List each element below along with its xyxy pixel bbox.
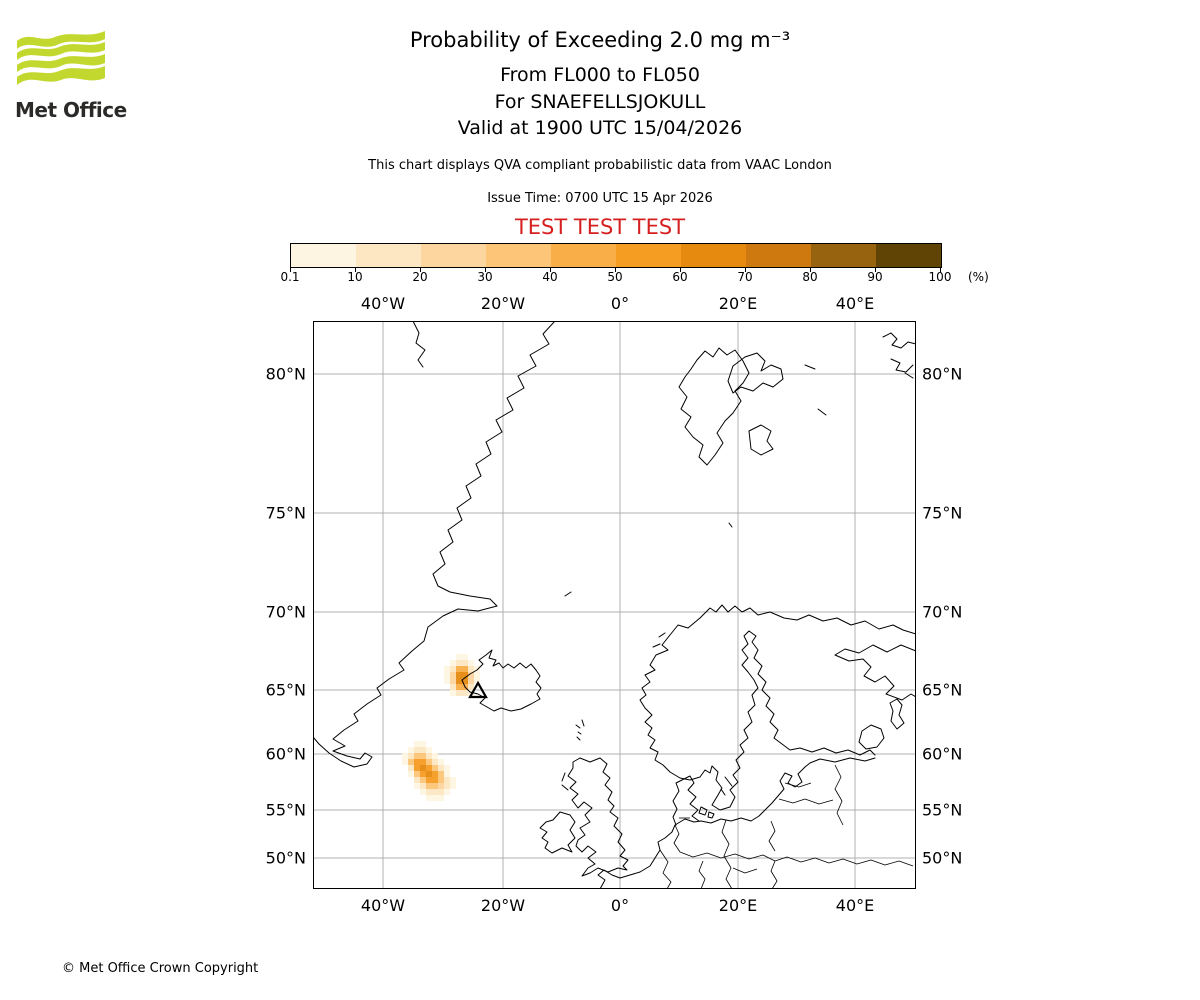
colorbar-unit-label: (%) — [968, 270, 989, 284]
colorbar-segment-10-20 — [356, 244, 421, 267]
qva-disclaimer: This chart displays QVA compliant probabilistic data from VAAC London — [368, 158, 832, 173]
ash-probability-cell — [408, 747, 414, 753]
issue-time: Issue Time: 0700 UTC 15 Apr 2026 — [487, 191, 713, 206]
colorbar-segment-50-60 — [616, 244, 681, 267]
ash-probability-cell — [444, 666, 450, 672]
lon-bottom-tick-label: 40°W — [360, 896, 406, 915]
flight-level-subtitle: From FL000 to FL050 — [500, 64, 700, 86]
coastline — [729, 523, 732, 527]
ash-probability-cell — [456, 684, 462, 690]
coastline — [805, 758, 875, 767]
colorbar-segment-0.1-10 — [291, 244, 356, 267]
ash-probability-cell — [420, 777, 426, 783]
lon-top-tick-label: 40°W — [360, 294, 406, 313]
ash-probability-cell — [402, 753, 408, 759]
colorbar-tick-label: 0.1 — [280, 270, 300, 284]
valid-time-subtitle: Valid at 1900 UTC 15/04/2026 — [457, 117, 743, 139]
ash-probability-cell — [432, 771, 438, 777]
coastline — [721, 789, 725, 795]
colorbar-segment-90-100 — [876, 244, 941, 267]
ash-probability-cell — [432, 759, 438, 765]
coastline — [797, 615, 916, 634]
coastline — [751, 767, 805, 821]
coastline — [562, 785, 568, 790]
volcano-subtitle: For SNAEFELLSJOKULL — [494, 91, 706, 113]
coastline — [653, 644, 660, 647]
ash-probability-cell — [444, 777, 450, 783]
ash-probability-cell — [438, 789, 444, 795]
ash-probability-cell — [444, 783, 450, 789]
lon-bottom-tick-label: 20°W — [480, 896, 526, 915]
lon-top-tick-label: 20°E — [718, 294, 758, 313]
colorbar-tick-label: 60 — [672, 270, 688, 284]
ash-probability-cell — [444, 672, 450, 678]
colorbar-segment-40-50 — [551, 244, 616, 267]
ash-probability-cell — [420, 771, 426, 777]
colorbar-tick-label: 90 — [867, 270, 883, 284]
colorbar-segment-60-70 — [681, 244, 746, 267]
ash-probability-cell — [450, 783, 456, 789]
ash-probability-cell — [468, 666, 474, 672]
lat-left-tick-label: 80°N — [265, 364, 306, 384]
ash-probability-cell — [432, 783, 438, 789]
ash-probability-cell — [426, 783, 432, 789]
coastline — [640, 618, 875, 810]
ash-probability-cell — [420, 741, 426, 747]
coastline — [659, 633, 665, 637]
probability-colorbar — [290, 243, 942, 268]
ash-probability-cell — [414, 783, 420, 789]
colorbar-tick-label: 70 — [737, 270, 753, 284]
colorbar-segment-30-40 — [486, 244, 551, 267]
met-office-wordmark: Met Office — [15, 98, 127, 122]
ash-probability-cell — [444, 678, 450, 684]
colorbar-tick-label: 100 — [928, 270, 952, 284]
ash-probability-cell — [414, 777, 420, 783]
lon-bottom-tick-label: 20°E — [718, 896, 758, 915]
ash-probability-cell — [474, 672, 480, 678]
ash-probability-cell — [450, 666, 456, 672]
map-area — [313, 321, 916, 889]
chart-title: Probability of Exceeding 2.0 mg m⁻³ — [409, 28, 791, 52]
ash-probability-cell — [420, 759, 426, 765]
ash-probability-cell — [420, 783, 426, 789]
coastline — [891, 359, 913, 372]
ash-probability-cell — [408, 753, 414, 759]
lat-right-tick-label: 60°N — [922, 744, 963, 764]
coastline — [562, 773, 565, 781]
ash-probability-cell — [444, 771, 450, 777]
lon-top-tick-label: 0° — [610, 294, 630, 313]
ash-probability-cell — [438, 783, 444, 789]
ash-probability-cell — [450, 684, 456, 690]
lat-right-tick-label: 55°N — [922, 800, 963, 820]
ash-probability-cell — [414, 765, 420, 771]
ash-probability-cell — [456, 690, 462, 696]
coastline — [890, 699, 904, 729]
ash-probability-cell — [468, 678, 474, 684]
colorbar-tick-label: 50 — [607, 270, 623, 284]
ash-probability-cell — [426, 777, 432, 783]
ash-probability-cell — [420, 765, 426, 771]
ash-probability-cell — [408, 765, 414, 771]
country-border — [722, 820, 732, 889]
coastline — [859, 725, 884, 749]
lat-left-tick-label: 60°N — [265, 744, 306, 764]
ash-probability-cell — [438, 777, 444, 783]
country-border — [769, 821, 775, 851]
test-banner: TEST TEST TEST — [514, 215, 686, 239]
ash-probability-cell — [432, 765, 438, 771]
ash-probability-cell — [462, 690, 468, 696]
country-border — [771, 861, 777, 889]
coastline — [749, 425, 773, 455]
coastline — [576, 725, 581, 734]
colorbar-tick-label: 10 — [347, 270, 363, 284]
coastline — [582, 720, 584, 726]
lat-left-tick-label: 70°N — [265, 602, 306, 622]
lat-right-tick-label: 50°N — [922, 848, 963, 868]
lon-bottom-tick-label: 0° — [610, 896, 630, 915]
country-border — [733, 868, 757, 873]
ash-probability-cell — [468, 684, 474, 690]
ash-probability-cell — [426, 789, 432, 795]
map-canvas — [313, 321, 916, 889]
colorbar-tick-label: 30 — [477, 270, 493, 284]
colorbar-segment-80-90 — [811, 244, 876, 267]
ash-probability-cell — [462, 666, 468, 672]
ash-probability-cell — [432, 753, 438, 759]
ash-probability-cell — [426, 747, 432, 753]
lon-top-tick-label: 20°W — [480, 294, 526, 313]
map-border — [314, 322, 916, 889]
coastline — [540, 812, 575, 853]
coastline — [413, 321, 425, 367]
lon-bottom-tick-label: 40°E — [835, 896, 875, 915]
ash-probability-cell — [450, 777, 456, 783]
ash-probability-cell — [438, 771, 444, 777]
country-border — [674, 825, 680, 852]
ash-probability-cell — [450, 690, 456, 696]
ash-probability-cell — [426, 795, 432, 801]
country-border — [805, 799, 833, 804]
ash-probability-cell — [438, 759, 444, 765]
ash-probability-cell — [408, 759, 414, 765]
coastline — [313, 321, 555, 767]
ash-probability-cell — [414, 771, 420, 777]
ash-probability-cell — [432, 789, 438, 795]
lat-left-tick-label: 75°N — [265, 503, 306, 523]
ash-probability-cell — [444, 789, 450, 795]
ash-probability-cell — [456, 672, 462, 678]
coastline — [708, 812, 714, 818]
ash-probability-cell — [420, 747, 426, 753]
ash-probability-cell — [414, 759, 420, 765]
ash-probability-cell — [456, 678, 462, 684]
country-border — [779, 799, 805, 803]
ash-probability-cell — [414, 753, 420, 759]
country-border — [699, 861, 705, 889]
ash-probability-cell — [450, 672, 456, 678]
country-border — [835, 765, 843, 825]
ash-probability-cell — [420, 753, 426, 759]
lat-left-tick-label: 65°N — [265, 680, 306, 700]
ash-probability-cell — [462, 672, 468, 678]
ash-probability-cell — [426, 771, 432, 777]
ash-probability-cell — [456, 660, 462, 666]
ash-probability-cell — [450, 678, 456, 684]
coastline — [577, 737, 580, 740]
ash-probability-cell — [414, 747, 420, 753]
coastline — [835, 645, 916, 700]
ash-probability-cell — [432, 777, 438, 783]
lat-left-tick-label: 50°N — [265, 848, 306, 868]
colorbar-tick-label: 80 — [802, 270, 818, 284]
lat-right-tick-label: 65°N — [922, 680, 963, 700]
coastline — [818, 409, 826, 415]
ash-probability-cell — [462, 660, 468, 666]
coastline — [725, 777, 732, 786]
ash-probability-cell — [426, 765, 432, 771]
coastline — [699, 807, 707, 815]
ash-probability-cell — [456, 666, 462, 672]
colorbar-segment-70-80 — [746, 244, 811, 267]
colorbar-tick-label: 40 — [542, 270, 558, 284]
ash-probability-cell — [462, 654, 468, 660]
lat-right-tick-label: 75°N — [922, 503, 963, 523]
lat-right-tick-label: 70°N — [922, 602, 963, 622]
coastline — [598, 818, 751, 889]
lon-top-tick-label: 40°E — [835, 294, 875, 313]
coastline — [565, 592, 571, 596]
ash-probability-cell — [414, 741, 420, 747]
coastline — [805, 365, 815, 369]
ash-probability-cell — [456, 654, 462, 660]
colorbar-segment-20-30 — [421, 244, 486, 267]
ash-probability-cell — [402, 759, 408, 765]
country-border — [680, 852, 775, 861]
ash-probability-cell — [468, 660, 474, 666]
lat-left-tick-label: 55°N — [265, 800, 306, 820]
ash-probability-cell — [426, 753, 432, 759]
coastline — [883, 333, 916, 348]
copyright-notice: © Met Office Crown Copyright — [62, 961, 259, 976]
colorbar-tick-label: 20 — [412, 270, 428, 284]
coastline — [728, 353, 783, 393]
country-border — [660, 850, 671, 889]
ash-probability-cell — [450, 660, 456, 666]
ash-probability-cell — [438, 795, 444, 801]
ash-probability-cell — [408, 771, 414, 777]
ash-probability-cell — [420, 789, 426, 795]
ash-probability-cell — [438, 765, 444, 771]
lat-right-tick-label: 80°N — [922, 364, 963, 384]
ash-probability-cell — [426, 759, 432, 765]
ash-probability-cell — [432, 795, 438, 801]
ash-probability-cell — [444, 765, 450, 771]
